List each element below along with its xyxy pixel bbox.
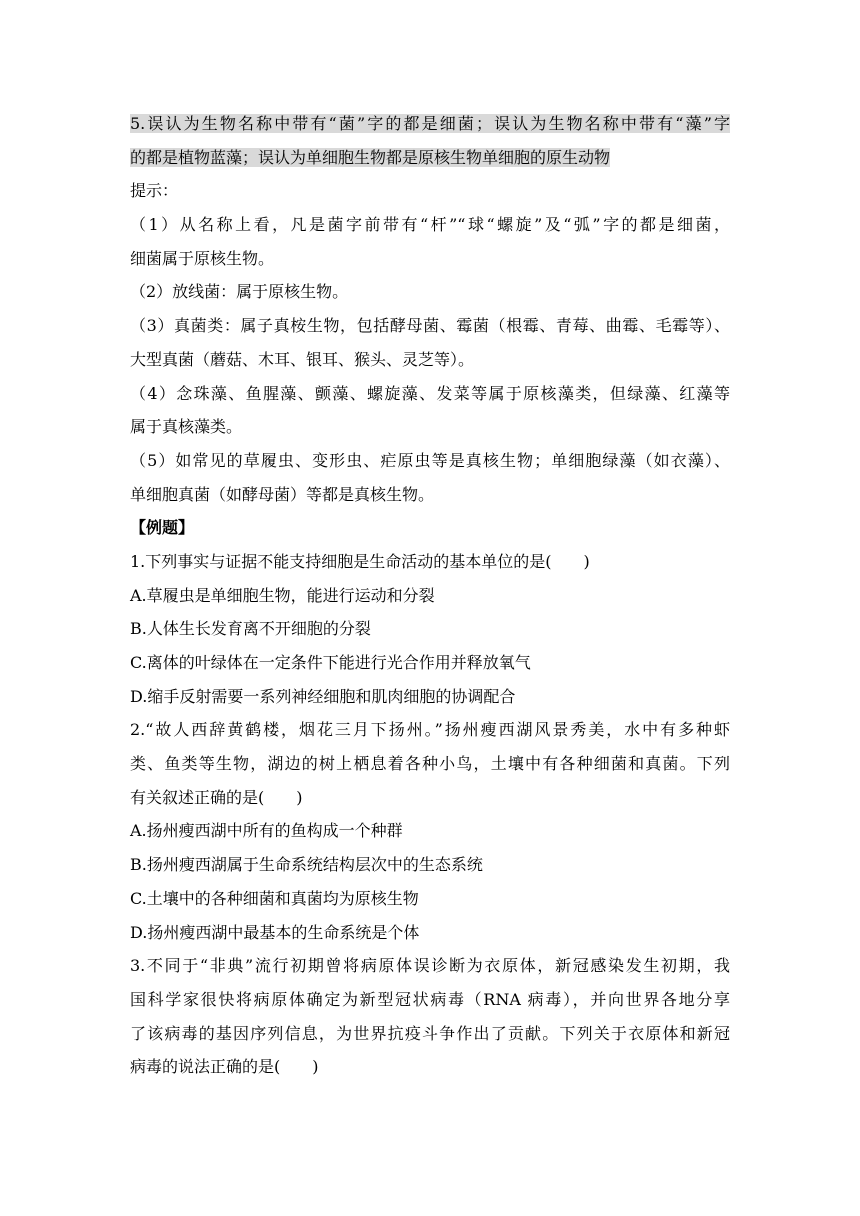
- question-3-stem-line-2: 国科学家很快将病原体确定为新型冠状病毒（RNA 病毒），并向世界各地分享: [130, 989, 730, 1009]
- hint-point-5-line-1: （5）如常见的草履虫、变形虫、疟原虫等是真核生物；单细胞绿藻（如衣藻）、: [130, 450, 730, 470]
- hint-point-2: （2）放线菌：属于原核生物。: [130, 282, 349, 302]
- question-2-stem-line-2: 类、鱼类等生物，湖边的树上栖息着各种小鸟，土壤中有各种细菌和真菌。下列: [130, 754, 730, 774]
- question-1-option-c: C.离体的叶绿体在一定条件下能进行光合作用并释放氧气: [130, 653, 531, 672]
- question-3-stem-line-4: 病毒的说法正确的是( ): [130, 1057, 319, 1077]
- question-1-option-d: D.缩手反射需要一系列神经细胞和肌肉细胞的协调配合: [130, 686, 516, 706]
- hint-point-5-line-2: 单细胞真菌（如酵母菌）等都是真核生物。: [130, 484, 435, 504]
- hint-point-4-line-1: （4）念珠藻、鱼腥藻、颤藻、螺旋藻、发菜等属于原核藻类，但绿藻、红藻等: [130, 383, 730, 403]
- question-2-option-b: B.扬州瘦西湖属于生命系统结构层次中的生态系统: [130, 855, 483, 875]
- question-2-stem-line-1: 2.“故人西辞黄鹤楼，烟花三月下扬州。”扬州瘦西湖风景秀美，水中有多种虾: [130, 720, 730, 740]
- question-1-option-b: B.人体生长发育离不开细胞的分裂: [130, 619, 371, 639]
- hint-point-3-line-2: 大型真菌（蘑菇、木耳、银耳、猴头、灵芝等）。: [130, 349, 475, 369]
- question-2-option-d: D.扬州瘦西湖中最基本的生命系统是个体: [130, 922, 420, 942]
- hint-label: 提示：: [130, 181, 179, 201]
- question-2-option-a: A.扬州瘦西湖中所有的鱼构成一个种群: [130, 821, 403, 841]
- hint-point-1-line-1: （1）从名称上看，凡是菌字前带有“杆”“球“螺旋”及“弧”字的都是细菌，: [130, 215, 730, 235]
- question-1-option-a: A.草履虫是单细胞生物，能进行运动和分裂: [130, 585, 435, 605]
- question-1-stem: 1.下列事实与证据不能支持细胞是生命活动的基本单位的是( ): [130, 551, 590, 571]
- hint-point-3-line-1: （3）真菌类：属子真桉生物，包括酵母菌、霉菌（根霉、青莓、曲霉、毛霉等）、: [130, 316, 730, 336]
- section-heading-line-2: 的都是植物蓝藻；误认为单细胞生物都是原核生物单细胞的原生动物: [130, 147, 611, 167]
- question-2-option-c: C.土壤中的各种细菌和真菌均为原核生物: [130, 888, 419, 908]
- section-heading-line-1: 5.误认为生物名称中带有“菌”字的都是细菌；误认为生物名称中带有“藻”字: [130, 114, 730, 133]
- hint-point-1-line-2: 细菌属于原核生物。: [130, 248, 275, 268]
- question-3-stem-line-3: 了该病毒的基因序列信息，为世界抗疫斗争作出了贡献。下列关于衣原体和新冠: [130, 1023, 730, 1043]
- hint-point-4-line-2: 属于真核藻类。: [130, 417, 243, 437]
- question-2-stem-line-3: 有关叙述正确的是( ): [130, 787, 303, 807]
- examples-heading: 【例题】: [130, 518, 195, 538]
- question-3-stem-line-1: 3.不同于“非典”流行初期曾将病原体误诊断为衣原体，新冠感染发生初期，我: [130, 956, 730, 976]
- document-page: [130, 107, 730, 1084]
